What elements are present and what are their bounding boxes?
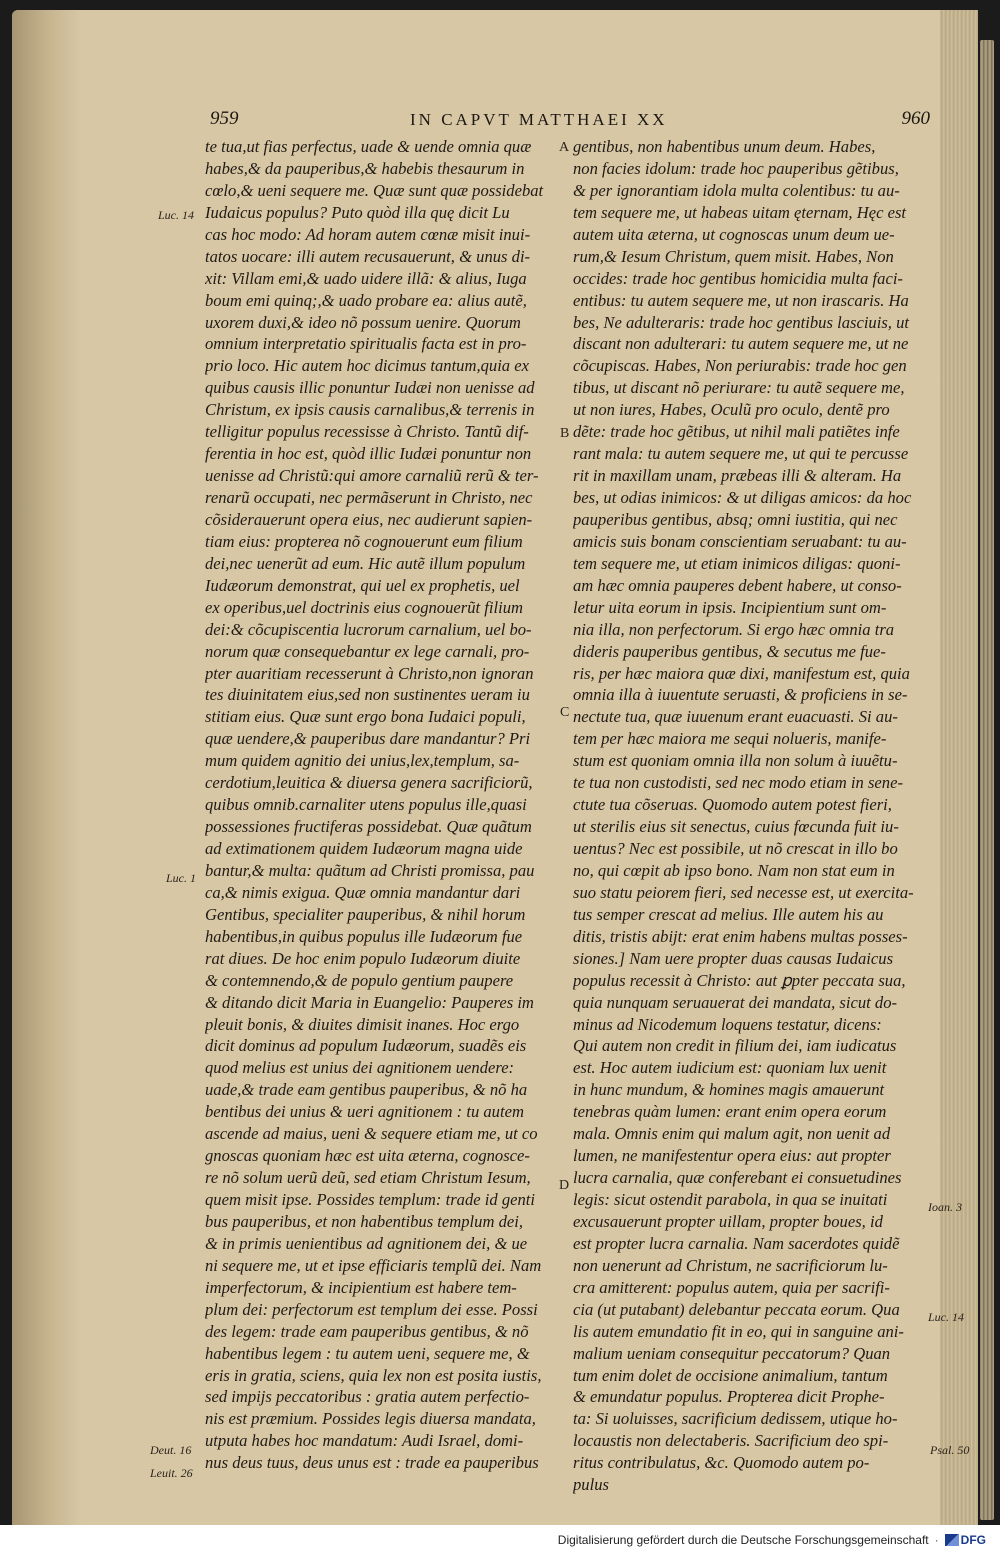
left-column-line: gnoscas quoniam hæc est uita æterna, cognosce- <box>205 1146 530 1166</box>
right-column-line: pulus <box>573 1475 609 1495</box>
right-column-line: nectute tua, quæ iuuenum erant euacuasti. Si au- <box>573 707 898 727</box>
left-column-line: ad extimationem quidem Iudæorum magna uide <box>205 839 523 858</box>
right-column-line: non facies idolum: trade hoc pauperibus gẽtibus, <box>573 158 899 178</box>
right-column-line: locaustis non delectaberis. Sacrificium deo spi- <box>573 1431 889 1451</box>
right-column-line: ut non iures, Habes, Oculũ pro oculo, dentẽ pro <box>573 400 890 420</box>
right-column-line: Qui autem non credit in filium dei, iam iudicatus <box>573 1036 897 1056</box>
right-column-line: non uenerunt ad Christum, ne sacrificiorum lu- <box>573 1255 888 1275</box>
left-column-line: Iudæorum demonstrat, qui uel ex prophetis, uel <box>205 575 520 595</box>
right-column-line: entibus: tu autem sequere me, ut non irascaris. Ha <box>573 290 909 310</box>
dfg-logo <box>945 1533 986 1547</box>
section-letter-d: D <box>559 1178 570 1193</box>
left-column-line: te tua,ut fias perfectus, uade & uende omnia quæ <box>205 137 532 156</box>
margin-note-psal50: Psal. 50 <box>930 1443 970 1457</box>
right-column-line: cra amitterent: populus autem, quia per sacrifi- <box>573 1277 890 1297</box>
right-column-line: lucra carnalia, quæ conferebant ei consuetudines <box>573 1168 902 1188</box>
right-column-line: populus recessit à Christo: aut ꝑpter peccata sua, <box>573 970 906 990</box>
left-column-line: utputa habes hoc mandatum: Audi Israel, domi- <box>205 1431 524 1451</box>
left-column-line: & contemnendo,& de populo gentium paupere <box>205 970 514 990</box>
left-column-line: possessiones fructiferas possidebat. Quæ quãtum <box>205 817 532 837</box>
right-column-line: rum,& Iesum Christum, quem misit. Habes, Non <box>573 246 894 266</box>
right-column-line: cõcupiscas. Habes, Non periurabis: trade hoc gen <box>573 356 907 376</box>
right-column-line: te tua non custodisti, sed nec modo etiam in sene- <box>573 773 903 793</box>
left-column-line: uade,& trade eam gentibus pauperibus, & nõ ha <box>205 1080 528 1100</box>
right-column-line: minus ad Nicodemum loquens testatur, dicens: <box>573 1014 882 1034</box>
right-column-line: est propter lucra carnalia. Nam sacerdotes quidẽ <box>573 1233 900 1253</box>
right-column-line: siones.] Nam uere propter duas causas Iudaicus <box>573 948 894 968</box>
right-column-line: uentus? Nec est possibile, ut nõ crescat in illo bo <box>573 839 898 858</box>
right-column-line: mala. Omnis enim qui malum agit, non uenit ad <box>573 1124 891 1144</box>
right-column-line: dẽte: trade hoc gẽtibus, ut nihil mali patiẽtes infe <box>573 422 900 442</box>
margin-note-ioan3: Ioan. 3 <box>928 1200 962 1214</box>
footer-bar <box>0 1525 1000 1555</box>
left-column-line: omnium interpretatio spiritualis facta est in pro- <box>205 334 527 354</box>
right-column-line: tibus, ut discant nõ periurare: tu autẽ sequere me, <box>573 378 905 398</box>
left-column-line: bantur,& multa: quãtum ad Christi promissa, pau <box>205 860 535 880</box>
margin-note-leuit26: Leuit. 26 <box>150 1466 193 1480</box>
left-column-line: habes,& da pauperibus,& habebis thesaurum in <box>205 158 525 178</box>
margin-note-luc14: Luc. 14 <box>158 208 194 222</box>
left-column-line: tatos uocare: illi autem recusauerunt, & unus di- <box>205 246 531 266</box>
running-head <box>210 108 930 134</box>
right-column-line: est. Hoc autem iudicium est: quoniam lux uenit <box>573 1058 887 1078</box>
left-column-line: dicit dominus ad populum Iudæorum, suadẽs eis <box>205 1036 527 1056</box>
left-column-line: des legem: trade eam pauperibus gentibus, & nõ <box>205 1321 529 1341</box>
left-column-line: cerdotium,leuitica & diuersa genera sacrificiorũ, <box>205 773 533 793</box>
left-column-line: quem misit ipse. Possides templum: trade id genti <box>205 1190 535 1209</box>
left-column-line: quibus causis illic ponuntur Iudæi non uenisse ad <box>205 378 535 398</box>
right-column-line: lumen, ne manifestentur opera eius: aut propter <box>573 1146 891 1166</box>
page-edge <box>940 10 978 1530</box>
left-column-line: plum dei: perfectorum est templum dei esse. Possi <box>205 1299 538 1319</box>
right-column-line: am hæc omnia pauperes debent habere, ut conso- <box>573 575 902 595</box>
left-column-line: bentibus dei unius & ueri agnitionem : tu autem <box>205 1102 524 1122</box>
right-column-line: pauperibus gentibus, absq; omni iustitia, qui nec <box>573 509 898 529</box>
left-column-line: ca,& nimis exigua. Quæ omnia mandantur dari <box>205 882 521 902</box>
right-column-line: lis autem emundatio fit in eo, qui in sanguine ani- <box>573 1321 904 1341</box>
right-column-line: tem per hæc maiora me sequi nolueris, manife- <box>573 729 887 749</box>
section-letter-b: B <box>560 426 570 441</box>
left-column-line: xit: Villam emi,& uado uidere illã: & alius, Iuga <box>205 268 527 288</box>
adjacent-page-edge <box>980 40 994 1520</box>
left-column-line: habentibus,in quibus populus ille Iudæorum fue <box>205 926 523 946</box>
right-column-line: excusauerunt propter uillam, propter boues, id <box>573 1211 883 1231</box>
right-column-line: tenebras quàm lumen: erant enim opera eorum <box>573 1102 887 1122</box>
right-column-line: nia illa, non perfectorum. Si ergo hæc omnia tra <box>573 619 895 639</box>
right-column-line: tus semper crescat ad melius. Ille autem his au <box>573 904 884 924</box>
left-column-line: Gentibus, specialiter pauperibus, & nihil horum <box>205 904 526 924</box>
right-column-line: legis: sicut ostendit parabola, in qua se inuitati <box>573 1190 888 1209</box>
running-title: IN CAPVT MATTHAEI XX <box>410 110 668 129</box>
margin-note-luc1: Luc. 1 <box>166 871 196 885</box>
right-column-line: no, qui cœpit ab ipso bono. Nam non stat eum in <box>573 860 895 880</box>
left-column-line: quibus omnib.carnaliter utens populus ille,quasi <box>205 795 527 815</box>
dfg-logo-icon <box>945 1534 959 1546</box>
page-number-right: 960 <box>901 108 930 129</box>
left-column-line: rat diues. De hoc enim populo Iudæorum diuite <box>205 948 521 968</box>
right-column-line: malium ueniam consequitur peccatorum? Quan <box>573 1343 891 1363</box>
page-number-left: 959 <box>210 108 239 129</box>
right-column-line: omnia illa à iuuentute seruasti, & proficiens in se- <box>573 685 908 705</box>
left-column-line: tes diuinitatem eius,sed non sustinentes ueram iu <box>205 685 530 705</box>
right-column-line: suo statu peiorem fieri, sed necesse est, ut exercita- <box>573 882 914 902</box>
left-column-line: dei:& cõcupiscentia lucrorum carnalium, uel bo- <box>205 619 532 639</box>
dfg-logo-text: DFG <box>960 1533 986 1547</box>
right-column-line: letur uita eorum in ipsis. Incipientium sunt om- <box>573 597 887 617</box>
right-column-line: bes, Ne adulteraris: trade hoc gentibus lasciuis, ut <box>573 312 909 332</box>
right-column-line: & per ignorantiam idola multa colentibus: tu au- <box>573 180 900 200</box>
left-column-line: ascende ad maius, ueni & sequere etiam me, ut co <box>205 1124 538 1144</box>
left-column-line: ex operibus,uel doctrinis eius cognouerũt filium <box>205 597 524 617</box>
left-column-line: bus pauperibus, et non habentibus templum dei, <box>205 1211 524 1231</box>
left-column-line: mum quidem agnitio dei unius,lex,templum, sa- <box>205 751 520 771</box>
right-column-line: ritus contribulatus, &c. Quomodo autem po- <box>573 1453 870 1473</box>
right-column-line: dideris pauperibus gentibus, & secutus me fue- <box>573 641 886 661</box>
left-column-line: dei,nec uenerũt ad eum. Hic autẽ illum populum <box>205 553 526 573</box>
section-letter-c: C <box>560 705 570 720</box>
right-column-line: ctute tua cõseruas. Quomodo autem potest fieri, <box>573 795 892 815</box>
right-column-line: rit in maxillam unam, præbeas illi & alteram. Ha <box>573 466 902 486</box>
section-letter-a: A <box>559 140 570 155</box>
margin-note-deut16: Deut. 16 <box>150 1443 192 1457</box>
left-column-line: prio loco. Hic autem hoc dicimus tantum,quia ex <box>205 356 529 376</box>
right-column-line: bes, ut odias inimicos: & ut diligas amicos: da hoc <box>573 488 912 507</box>
left-column-line: uenisse ad Christũ:qui amore carnaliũ rerũ & ter- <box>205 466 539 486</box>
right-column-line: quia nunquam seruauerat dei mandata, sicut do- <box>573 992 898 1012</box>
left-column-line: uxorem duxi,& ideo nõ possum uenire. Quorum <box>205 312 521 332</box>
left-column-line: sed impijs peccatoribus : gratia autem perfectio- <box>205 1387 530 1407</box>
right-column-line: autem uita æterna, ut cognoscas unum deum ue- <box>573 224 895 244</box>
right-column-line: ris, per hæc maiora quæ dixi, manifestum est, quia <box>573 663 910 683</box>
right-column-line: & emundatur populus. Propterea dicit Prophe- <box>573 1387 885 1407</box>
left-column-line: pleuit bonis, & diuites dimisit inanes. Hoc ergo <box>205 1014 520 1034</box>
left-column-line: norum quæ consequebantur ex lege carnali, pro- <box>205 641 530 661</box>
right-column-line: stum est quoniam omnia illa non solum à iuuẽtu- <box>573 751 898 771</box>
right-column-line: gentibus, non habentibus unum deum. Habes, <box>573 137 876 156</box>
left-column-line: eris in gratia, sciens, quia lex non est posita iustis, <box>205 1365 542 1385</box>
left-column-line: imperfectorum, & incipientium est habere tem- <box>205 1277 517 1297</box>
left-column-line: pter auaritiam recesserunt à Christo,non ignoran <box>205 663 534 683</box>
footer-separator: · <box>934 1533 939 1547</box>
left-column-line: nus deus tuus, deus unus est : trade ea pauperibus <box>205 1453 539 1473</box>
left-column-line: ni sequere me, ut et ipse efficiaris templũ dei. Nam <box>205 1255 542 1275</box>
left-column-line: re nõ solum uerũ deũ, sed etiam Christum Iesum, <box>205 1168 531 1188</box>
left-column-line: Christum, ex ipsis causis carnalibus,& terrenis in <box>205 400 535 420</box>
left-column-line: stitiam eius. Quæ sunt ergo bona Iudaici populi, <box>205 707 526 727</box>
left-column-line: cas hoc modo: Ad horam autem cœnæ misit inui- <box>205 224 531 244</box>
left-column-line: habentibus legem : tu autem ueni, sequere me, & <box>205 1343 530 1363</box>
right-column-line: ut sterilis eius sit senectus, cuius fœcunda fuit iu- <box>573 817 899 837</box>
right-column-line: tum enim dolet de occisione animalium, tantum <box>573 1365 888 1385</box>
right-column-line: tem sequere me, ut habeas uitam ęternam, Hęc est <box>573 202 907 222</box>
text-column-left <box>205 136 555 1474</box>
left-column-line: renarũ occupati, nec permãserunt in Christo, nec <box>205 488 533 507</box>
text-column-right <box>573 136 935 1496</box>
left-column-line: telligitur populus recessisse à Christo. Tantũ dif- <box>205 422 529 442</box>
right-column-line: rant mala: tu autem sequere me, ut qui te percusse <box>573 444 909 464</box>
left-column-line: Iudaicus populus? Puto quòd illa quę dicit Lu <box>205 202 510 222</box>
funding-notice: Digitalisierung gefördert durch die Deutsche Forschungsgemeinschaft <box>557 1533 929 1547</box>
right-column-line: cia (ut putabant) delebantur peccata eorum. Qua <box>573 1299 900 1319</box>
right-column-line: in hunc mundum, & homines magis amauerunt <box>573 1080 885 1100</box>
margin-note-luc14-right: Luc. 14 <box>928 1310 964 1324</box>
left-column-line: cõsiderauerunt opera eius, nec audierunt sapien- <box>205 509 533 529</box>
left-column-line: nis est præmium. Possides legis diuersa mandata, <box>205 1409 536 1429</box>
right-column-line: ta: Si uoluisses, sacrificium dedissem, utique ho- <box>573 1409 898 1429</box>
left-column-line: & in primis uenientibus ad agnitionem dei, & ue <box>205 1233 528 1253</box>
left-column-line: quod melius est unius dei agnitionem uendere: <box>205 1058 515 1078</box>
left-column-line: ferentia in hoc est, quòd illic Iudæi ponuntur non <box>205 444 532 464</box>
right-column-line: occides: trade hoc gentibus homicidia multa faci- <box>573 268 903 288</box>
right-column-line: tem sequere me, ut etiam inimicos diligas: quoni- <box>573 553 901 573</box>
right-column-line: discant non adulterari: tu autem sequere me, ut ne <box>573 334 909 354</box>
left-column-line: & ditando dicit Maria in Euangelio: Pauperes im <box>205 992 534 1012</box>
gutter-shadow <box>12 10 82 1530</box>
right-column-line: ditis, tristis abijt: erat enim habens multas posses- <box>573 926 908 946</box>
left-column-line: cœlo,& ueni sequere me. Quæ sunt quæ possidebat <box>205 180 544 200</box>
left-column-line: quæ uendere,& pauperibus dare mandantur? Pri <box>205 729 531 749</box>
left-column-line: tiam eius: propterea nõ cognouerunt eum filium <box>205 531 523 551</box>
right-column-line: amicis suis bonam conscientiam seruabant: tu au- <box>573 531 907 551</box>
left-column-line: boum emi quinq;,& uado probare ea: alius autẽ, <box>205 290 527 310</box>
